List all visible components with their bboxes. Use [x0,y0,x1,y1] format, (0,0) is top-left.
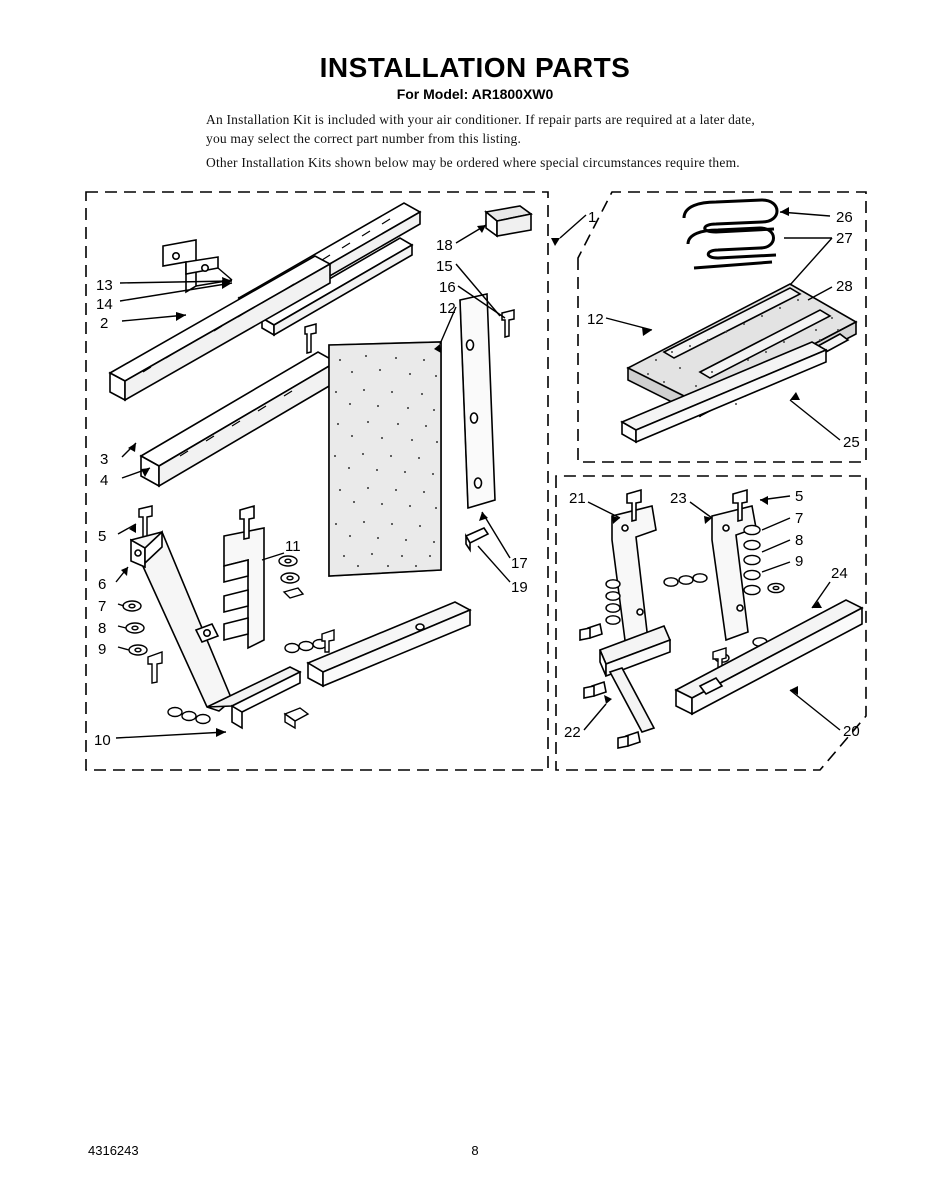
intro-paragraph-1: An Installation Kit is included with your air conditioner. If repair parts are required at a later date, you may select the correct part number from this listing. [206,112,755,146]
part-18-block [486,206,531,236]
part-24-rail [676,600,862,714]
callout-1: 1 [588,209,597,226]
callout-8-br: 8 [795,532,804,549]
callout-7-main: 7 [98,598,107,615]
callout-26: 26 [836,209,853,226]
parts-7-8-9-washers [123,601,162,683]
page-title: INSTALLATION PARTS [319,52,631,83]
callout-16: 16 [439,279,456,296]
callout-25: 25 [843,434,860,451]
callout-21: 21 [569,490,586,507]
part-17-19-rail [460,294,495,550]
callout-2: 2 [100,315,109,332]
callout-9-main: 9 [98,641,107,658]
part-6-arm [131,532,300,728]
callout-23: 23 [670,490,687,507]
callout-9-br: 9 [795,553,804,570]
callout-18: 18 [436,237,453,254]
callout-11: 11 [285,538,301,555]
callout-22: 22 [564,724,581,741]
callout-5-br: 5 [795,488,804,505]
part-11-bracket [224,506,264,648]
footer-document-code: 4316243 [88,1143,139,1158]
callout-5-main: 5 [98,528,107,545]
intro-paragraph-2: Other Installation Kits shown below may be ordered where special circumstances require them. [206,155,740,170]
callout-27: 27 [836,230,853,247]
callout-20: 20 [843,723,860,740]
callout-6: 6 [98,576,107,593]
main-bottom-rail [308,602,470,686]
callout-15: 15 [436,258,453,275]
part-22-arm [580,624,670,748]
callout-4: 4 [100,472,109,489]
callout-28: 28 [836,278,853,295]
callout-13: 13 [96,277,113,294]
callout-24: 24 [831,565,848,582]
callout-17: 17 [511,555,528,572]
model-subtitle: For Model: AR1800XW0 [396,86,554,102]
part-5-screw [139,506,152,537]
footer-page-number: 8 [471,1143,479,1158]
parts-26-27-seals [684,200,777,268]
part-11-washers [279,556,334,653]
callout-3: 3 [100,451,109,468]
part-12-panel [329,342,441,576]
part-21-bracket [612,490,656,648]
callout-12-top-right: 12 [587,311,604,328]
callout-8-main: 8 [98,620,107,637]
callout-10: 10 [94,732,111,749]
callout-12-main: 12 [439,300,456,317]
callout-7-br: 7 [795,510,804,527]
callout-14: 14 [96,296,113,313]
callout-19: 19 [511,579,528,596]
